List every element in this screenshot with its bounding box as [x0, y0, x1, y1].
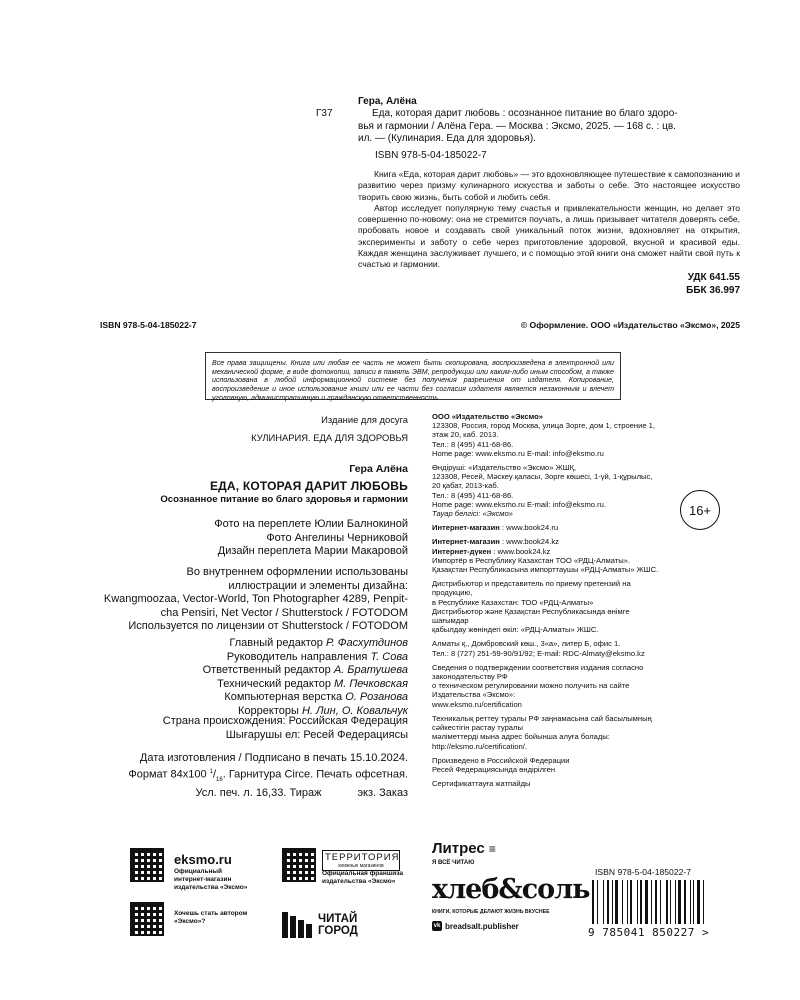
barcode-bar [630, 880, 632, 924]
shop-line [432, 547, 742, 556]
kz-maker: Өндіруші: «Издательство «Эксмо» ЖШҚ, [432, 463, 577, 473]
staff-line [100, 664, 408, 678]
chitai-gorod-line: ЧИТАЙ [318, 913, 358, 925]
barcode-bar [675, 880, 676, 924]
dist-line: қабылдау жөніндегі өкіл: «РДЦ-Алматы» ЖШС. [432, 625, 599, 635]
publisher-address: этаж 20, каб. 2013. [432, 430, 499, 440]
distributor-block [432, 579, 742, 634]
format-numerator: 1 [209, 768, 213, 775]
barcode-bar [697, 880, 700, 924]
publisher-name: ООО «Издательство «Эксмо» [432, 412, 543, 421]
staff-role: Компьютерная верстка [224, 691, 346, 703]
catalog-annotation [358, 169, 740, 271]
leisure-edition-label: Издание для досуга [321, 414, 408, 425]
country-line: Страна происхождения: Российская Федерация [162, 715, 408, 727]
photo-credit: Фото Ангелины Черниковой [266, 531, 408, 544]
design-credits [100, 566, 408, 634]
publisher-address: 123308, Россия, город Москва, улица Зорге, дом 1, строение 1, [432, 421, 656, 431]
barcode-bar [655, 880, 657, 924]
shop-url[interactable]: : www.book24.kz [491, 546, 551, 556]
dist-line: в Республике Казахстан: ТОО «РДЦ-Алматы» [432, 597, 594, 607]
isbn-main: ISBN 978-5-04-185022-7 [100, 320, 197, 330]
shop-url[interactable]: : www.book24.kz [499, 537, 559, 547]
design-credit-line: Используется по лицензии от Shutterstock / FOTODOM [128, 620, 408, 632]
format-rest: . Гарнитура Circe. Печать офсетная. [222, 768, 408, 781]
litres-subtitle: Я ВСЁ ЧИТАЮ [432, 860, 475, 866]
staff-line [100, 678, 408, 692]
book-title: ЕДА, КОТОРАЯ ДАРИТ ЛЮБОВЬ [209, 479, 408, 493]
staff-line [100, 637, 408, 651]
hleb-sol-logo: хлеб&соль [432, 874, 590, 905]
territory-logo-text: ТЕРРИТОРИЯ [325, 852, 400, 863]
print-run [100, 787, 408, 801]
print-run-label: Усл. печ. л. 16,33. Тираж [195, 786, 322, 799]
print-format: Формат 84x100 $^1/_{16}$. Гарнитура Circe. Печать офсетная. [128, 768, 408, 783]
territory-logo [322, 850, 400, 871]
staff-role: Главный редактор [229, 637, 326, 649]
barcode-bar [693, 880, 694, 924]
format-label: Формат 84x100 [128, 768, 210, 781]
copyright-line: © Оформление. ООО «Издательство «Эксмо», 2025 [520, 320, 740, 330]
territory-logo-sub: книжных магазинов [338, 863, 384, 869]
staff-role: Ответственный редактор [202, 664, 334, 676]
design-credit-line: иллюстрации и элементы дизайна: [228, 579, 408, 592]
bib-line-1: Еда, которая дарит любовь : осознанное питание во благо здоро- [372, 108, 678, 119]
staff-name: Р. Фасхутдинов [325, 637, 408, 649]
photo-credit: Фото на переплете Юлии Балнокиной [214, 518, 408, 530]
kz-address: 123308, Ресей, Мәскеу қаласы, Зорге көшесі, 1-үй, 1-құрылыс, [432, 472, 653, 482]
dist-line: продукцию, [432, 588, 473, 598]
litres-mark-icon: ≡ [488, 842, 496, 856]
barcode-bar [678, 880, 681, 924]
barcode-bar [637, 880, 638, 924]
kz-cert-block [432, 714, 742, 751]
cert-block [432, 663, 742, 709]
catalog-code: Г37 [316, 108, 333, 119]
vk-icon: vk [433, 923, 441, 929]
staff-name: М. Печковская [334, 677, 408, 690]
barcode-digits: 9 785041 850227 > [588, 926, 710, 939]
annotation-paragraph: Автор исследует популярную тему счастья и привлекательности женщин, но делает это совершенно по-новому: она не стремится поучать, а лишь призывает читателя доверять себе, пробовать новое и создавать свой уникальный поток жизни, вдохновляет на открытия, эксперименты и заботу о себе через приготовление здоровой, вкусной и красивой еды. Каждая женщина заслуживает лучшего, и с помощью этой книги она сможет найти свой путь к счастью и гармонии. [358, 202, 740, 270]
cert-not-required: Сертификаттауға жатпайды [432, 779, 531, 789]
barcode-bar [670, 880, 671, 924]
almaty-address: Алматы қ., Домбровский көш., 3«а», литер Б, офис 1. [432, 639, 621, 649]
litres-logo-text: Литрес [432, 840, 485, 857]
staff-role: Руководитель направления [226, 650, 371, 663]
barcode-isbn: ISBN 978-5-04-185022-7 [595, 867, 692, 877]
staff-line [100, 651, 408, 665]
barcode-bar [592, 880, 594, 924]
design-credit-line: cha Pensiri, Net Vector / Shutterstock / FOTODOM [160, 606, 408, 619]
cert-line: Сведения о подтверждении соответствия издания согласно [432, 662, 644, 672]
catalog-bibliography [358, 108, 740, 146]
kz-cert-line: мәліметтерді мына адрес бойынша алуға болады: [432, 732, 610, 742]
series-name: КУЛИНАРИЯ. ЕДА ДЛЯ ЗДОРОВЬЯ [251, 432, 408, 443]
kz-brand: Тауар белгісі: «Эксмо» [432, 509, 513, 519]
print-date: Дата изготовления / Подписано в печать 15.10.2024. [139, 752, 408, 764]
staff-role: Технический редактор [217, 677, 335, 690]
dist-line: Дистрибьютор и представитель по приему претензий на [432, 579, 631, 589]
staff-name: Н. Лин, О. Ковальчук [301, 704, 408, 717]
chitai-gorod-icon [282, 912, 314, 938]
staff-name: О. Розанова [345, 691, 408, 703]
qr-code-author[interactable] [130, 902, 164, 936]
country-of-origin [100, 715, 408, 742]
barcode-bar [703, 880, 704, 924]
book-subtitle: Осознанное питание во благо здоровья и гармонии [160, 494, 408, 505]
format-denominator: 16 [216, 776, 223, 783]
dist-line: Дистрибьютор және Қазақстан Республикасында өнімге [432, 606, 630, 616]
kz-address: 20 қабат, 2013-каб. [432, 481, 499, 491]
barcode-bar [690, 880, 691, 924]
cert-line: Издательства «Эксмо»: [432, 690, 516, 700]
barcode-bar [615, 880, 618, 924]
chitai-gorod-line: ГОРОД [318, 925, 358, 937]
cover-design-credit: Дизайн переплета Марии Макаровой [217, 545, 408, 557]
barcode-bar [660, 880, 661, 924]
kz-phone: Тел.: 8 (495) 411-68-86. [432, 490, 514, 500]
barcode-bar [666, 880, 668, 924]
territory-subtitle: Официальная франшиза издательства «Эксмо» [322, 870, 403, 885]
catalog-isbn: ISBN 978-5-04-185022-7 [375, 150, 487, 161]
cert-line: о техническом регулировании можно получить на сайте [432, 681, 630, 691]
barcode-bar [612, 880, 613, 924]
staff-name: А. Братушева [333, 664, 408, 676]
publisher-info [432, 412, 742, 793]
shop-label: Интернет-магазин [432, 523, 500, 533]
litres-logo [432, 840, 496, 857]
barcode-bar [684, 880, 686, 924]
kz-cert-line: Техникалық реттеу туралы РФ заңнамасына сай басылымның [432, 713, 652, 723]
print-details [100, 752, 408, 800]
classification-codes [686, 272, 740, 297]
shop-label: Интернет-дүкен [432, 546, 492, 556]
cert-line: законодательству РФ [432, 672, 508, 682]
made-in-block [432, 756, 742, 774]
publisher-phone: Тел.: 8 (495) 411-68-86. [432, 439, 514, 449]
book-author: Гера Алёна [349, 463, 408, 475]
staff-name: Т. Сова [370, 650, 408, 663]
photo-credits [100, 518, 408, 559]
shop-label: Интернет-магазин [432, 537, 500, 547]
publisher-block [432, 412, 742, 458]
importer-line: Қазақстан Республикасына импорттаушы «РДЦ-Алматы» ЖШС. [432, 565, 659, 575]
age-rating-badge: 16+ [680, 490, 720, 530]
made-in-line: Ресей Федерациясында өндірілген [432, 764, 556, 774]
staff-role: Корректоры [238, 704, 302, 717]
author-cta: Хочешь стать автором «Эксмо»? [174, 910, 248, 925]
barcode-bar [597, 880, 598, 924]
country-line: Шығарушы ел: Ресей Федерациясы [225, 728, 408, 741]
kz-cert-line: сәйкестігін растау туралы [432, 723, 523, 733]
almaty-contacts: Тел.: 8 (727) 251-59-90/91/92; E-mail: RDC-Almaty@eksmo.kz [432, 648, 645, 658]
almaty-block [432, 639, 742, 657]
eksmo-logo-text: eksmo.ru [174, 852, 232, 867]
shop-kz-block [432, 537, 742, 574]
barcode-bar [645, 880, 648, 924]
barcode-bar [603, 880, 604, 924]
rights-notice-box: Все права защищены. Книга или любая ее часть не может быть скопирована, воспроизведена в электронной или механической форме, в виде фотокопии, записи в память ЭВМ, репродукции или каким-либо иным способом, а также использована в любой информационной системе без получения разрешения от издателя. Копирование, воспроизведение и иное использование книги или ее части без согласия издателя является незаконным и влечет уголовную, административную и гражданскую ответственность. [205, 352, 621, 400]
cert-link[interactable]: www.eksmo.ru/certification [432, 699, 522, 709]
barcode-bar [640, 880, 642, 924]
publisher-web: Home page: www.eksmo.ru E-mail: info@eksmo.ru [432, 448, 604, 458]
qr-code-eksmo[interactable] [130, 848, 164, 882]
bib-line-2: вья и гармонии / Алёна Гера. — Москва : Эксмо, 2025. — 168 с. : цв. [358, 120, 676, 132]
design-credit-line: Kwangmoozaa, Vector-World, Ton Photographer 4289, Penpit- [103, 593, 408, 605]
catalog-author-heading: Гера, Алёна [358, 96, 417, 107]
barcode-bar [607, 880, 609, 924]
hleb-sol-subtitle: КНИГИ, КОТОРЫЕ ДЕЛАЮТ ЖИЗНЬ ВКУСНЕЕ [432, 909, 550, 915]
breadsalt-text: breadsalt.publisher [445, 921, 519, 931]
bbk-code: ББК 36.997 [686, 284, 740, 296]
order-label: экз. Заказ [357, 786, 408, 799]
made-in-line: Произведено в Российской Федерации [432, 755, 570, 765]
bib-line-3: ил. — (Кулинария. Еда для здоровья). [358, 133, 536, 144]
staff-line [100, 691, 408, 705]
shop-line [432, 537, 742, 546]
qr-code-territory[interactable] [282, 848, 316, 882]
breadsalt-link[interactable] [432, 921, 519, 931]
design-credit-line: Во внутреннем оформлении использованы [186, 566, 408, 578]
dist-line: шағымдар [432, 616, 469, 626]
staff-list [100, 637, 408, 718]
barcode-bar [622, 880, 623, 924]
kz-cert-link[interactable]: http://eksmo.ru/certification/. [432, 741, 527, 751]
annotation-paragraph: Книга «Еда, которая дарит любовь» — это вдохновляющее путешествие к самопознанию и развитию через призму кулинарного искусства и заботы о себе. Это настоящее искусство творить свою жизнь, быть собой и любить себя. [358, 169, 740, 202]
chitai-gorod-logo [318, 913, 358, 937]
udk-code: УДК 641.55 [687, 272, 740, 283]
shop-url[interactable]: : www.book24.ru [499, 523, 559, 533]
barcode-bar [651, 880, 652, 924]
importer-line: Импортёр в Республику Казахстан ТОО «РДЦ-Алматы». [432, 555, 631, 565]
eksmo-subtitle: Официальный интернет-магазин издательства «Эксмо» [174, 868, 248, 891]
barcode-bar [627, 880, 628, 924]
kz-web: Home page: www.eksmo.ru E-mail: info@eksmo.ru. [432, 499, 606, 509]
